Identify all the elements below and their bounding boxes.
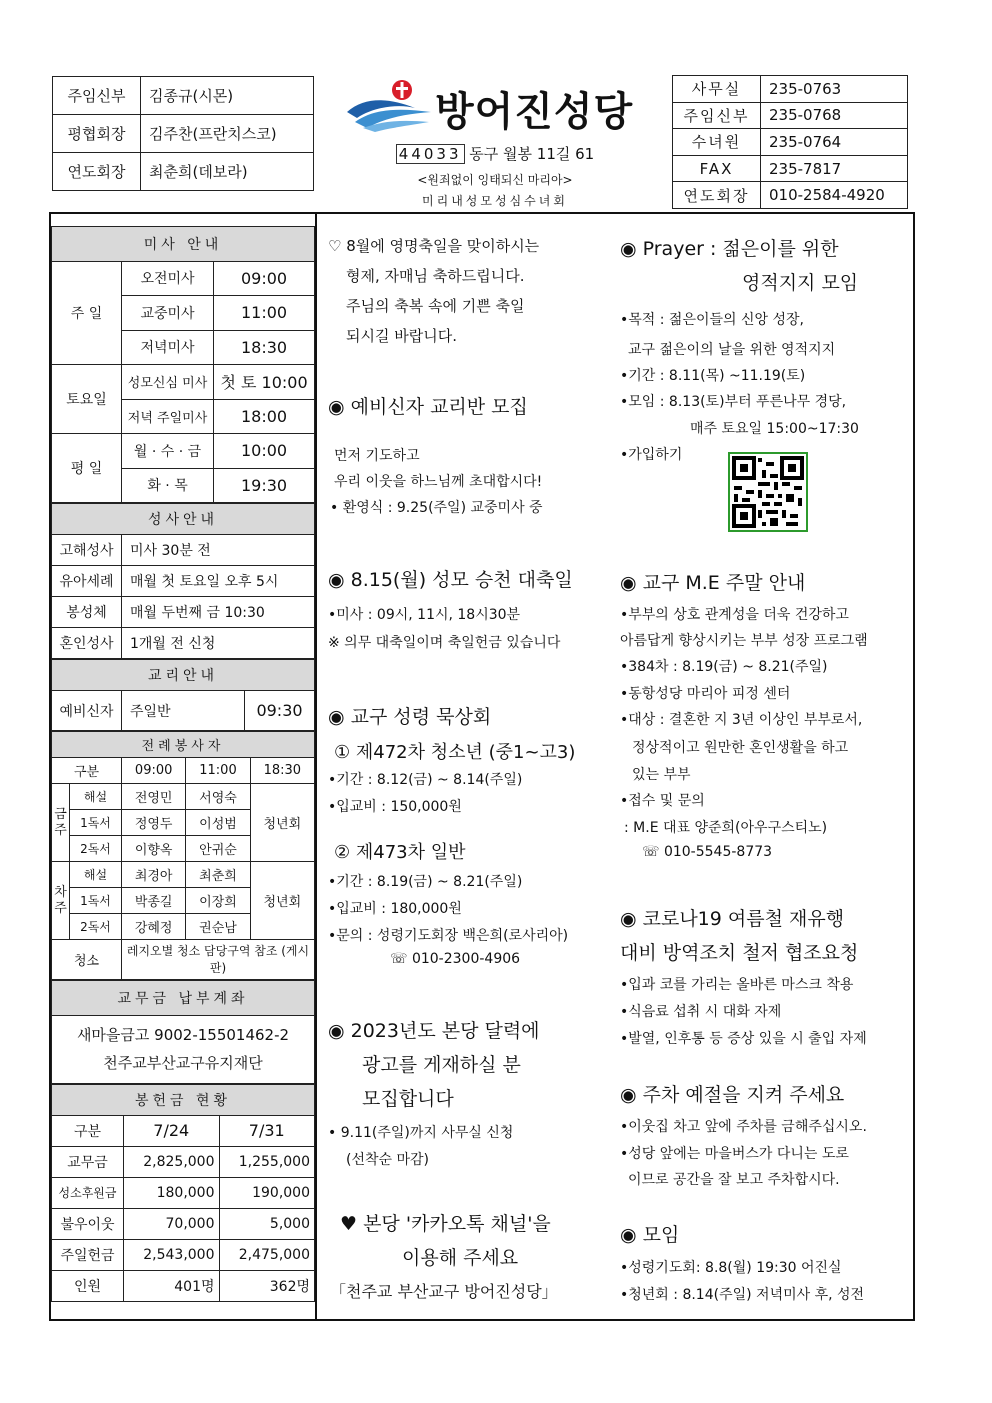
offering-header: 7/24 [124,1115,220,1146]
reader: 안귀순 [186,836,250,862]
parking-line: •이웃집 차고 앞에 주차를 금해주십시오. [620,1119,867,1135]
contact-value: 235-0764 [761,129,908,156]
kakao-title: 이용해 주세요 [402,1247,519,1269]
covid-line: •발열, 인후통 등 증상 있을 시 출입 자제 [620,1031,867,1047]
offering-header: 구분 [52,1115,124,1146]
reader: 최경아 [122,862,186,888]
liturgy-header: 11:00 [186,758,250,784]
sacrament-info: 1개월 전 신청 [122,628,315,659]
prayer-title: ◉ Prayer : 젊은이를 위한 [620,238,839,260]
sacrament-info: 매월 첫 토요일 오후 5시 [122,566,315,597]
me-line: 아름답게 향상시키는 부부 성장 프로그램 [620,633,868,649]
mass-name: 저녁미사 [122,330,214,365]
parking-title: ◉ 주차 예절을 지켜 주세요 [620,1084,845,1106]
covid-line: •식음료 섭취 시 대화 자제 [620,1004,782,1020]
retreat2-phone: ☏ 010-2300-4906 [390,951,521,967]
offering-value: 5,000 [219,1208,315,1239]
offering-value: 70,000 [124,1208,220,1239]
sacrament-table [51,503,315,659]
parking-line: •성당 앞에는 마을버스가 다니는 도로 [620,1146,849,1162]
contact-value: 235-7817 [761,155,908,182]
prayer-line: •목적 : 젊은이들의 신앙 성장, [620,312,804,328]
kakao-title: ♥ 본당 '카카오톡 채널'을 [340,1213,551,1235]
reader: 권순남 [186,914,250,940]
sacrament-name: 혼인성사 [52,628,122,659]
mass-time: 18:00 [214,399,315,434]
me-line: 있는 부부 [632,767,691,783]
offering-item: 교무금 [52,1146,124,1177]
qr-code[interactable] [728,452,808,532]
mass-table [51,226,315,503]
offering-value: 401명 [124,1270,220,1301]
info-key: 평협회장 [53,115,141,153]
evening-group: 청년회 [250,862,314,940]
sacrament-info: 매월 두번째 금 10:30 [122,597,315,628]
meeting-line: •성령기도회: 8.8(월) 19:30 어진실 [620,1260,842,1276]
sunday-label: 주 일 [52,261,122,365]
reader: 전영민 [122,784,186,810]
mass-time: 19:30 [214,468,315,503]
me-line: •부부의 상호 관계성을 더욱 건강하고 [620,607,849,623]
week1-label: 금주 [52,784,70,862]
mass-time: 10:00 [214,434,315,469]
sacrament-title: 성사안내 [52,504,315,535]
calendar-title: 광고를 게재하실 분 [362,1054,521,1076]
header-left-info [52,76,314,191]
qr-code-icon [730,454,806,530]
covid-title: 대비 방역조치 철저 협조요청 [620,942,859,964]
offering-value: 2,475,000 [219,1239,315,1270]
sacrament-name: 유아세례 [52,566,122,597]
offering-item: 주일헌금 [52,1239,124,1270]
prayer-line: 교구 젊은이의 날을 위한 영적지지 [628,342,836,358]
contact-key: FAX [673,155,761,182]
column-divider [315,212,317,1321]
evening-group: 청년회 [250,784,314,862]
retreat2-line: •기간 : 8.19(금) ~ 8.21(주일) [328,874,523,890]
mass-name: 화 · 목 [122,468,214,503]
church-logo [345,78,665,138]
header-right-info [672,75,908,209]
calendar-line: • 9.11(주일)까지 사무실 신청 [328,1125,514,1141]
contact-value: 235-0763 [761,76,908,103]
me-line: : M.E 대표 양준희(아우구스티노) [624,820,828,836]
offering-value: 362명 [219,1270,315,1301]
left-column [51,226,315,1302]
sacrament-name: 고해성사 [52,535,122,566]
covid-line: •입과 코를 가리는 올바른 마스크 착용 [620,977,854,993]
cleaning-info: 레지오별 청소 담당구역 참조 (게시판) [122,940,315,980]
liturgy-table [51,731,315,980]
me-title: ◉ 교구 M.E 주말 안내 [620,572,806,594]
address [340,143,650,164]
offering-item: 인원 [52,1270,124,1301]
mass-time: 첫 토 10:00 [214,365,315,400]
offering-value: 190,000 [219,1177,315,1208]
liturgy-header: 09:00 [122,758,186,784]
calendar-title: ◉ 2023년도 본당 달력에 [328,1020,540,1042]
account-number: 새마을금고 9002-15501462-2 [76,1025,290,1044]
mass-name: 오전미사 [122,261,214,296]
address-text: 동구 월봉 11길 61 [469,145,595,163]
retreat2-title: ② 제473차 일반 [334,842,466,863]
contact-value: 235-0768 [761,102,908,129]
account-title: 교무금 납부계좌 [52,981,315,1016]
me-line: •접수 및 문의 [620,793,705,809]
offering-header: 7/31 [219,1115,315,1146]
reader: 이장희 [186,888,250,914]
me-phone: ☏ 010-5545-8773 [642,844,773,860]
catechism-time: 09:30 [245,691,315,731]
parking-line: 이므로 공간을 잘 보고 주차합시다. [628,1172,840,1188]
contact-key: 수녀원 [673,129,761,156]
role: 1독서 [70,810,122,836]
catechism-name: 예비신자 [52,691,122,731]
weekday-label: 평 일 [52,434,122,503]
retreat-title: ◉ 교구 성령 묵상회 [328,706,492,728]
prayer-line: 매주 토요일 15:00~17:30 [690,421,859,437]
catechumen-title: ◉ 예비신자 교리반 모집 [328,396,528,418]
info-value: 김종규(시몬) [141,77,314,115]
offering-item: 성소후원금 [52,1177,124,1208]
assumption-title: ◉ 8.15(월) 성모 승천 대축일 [328,569,573,591]
assumption-line: ※ 의무 대축일이며 축일헌금 있습니다 [328,635,561,651]
covid-title: ◉ 코로나19 여름철 재유행 [620,908,845,930]
liturgy-header: 구분 [52,758,122,784]
role: 해설 [70,862,122,888]
prayer-line: •모임 : 8.13(토)부터 푸른나무 경당, [620,394,847,410]
mass-name: 성모신심 미사 [122,365,214,400]
me-line: •384차 : 8.19(금) ~ 8.21(주일) [620,659,828,675]
calendar-title: 모집합니다 [362,1088,454,1110]
me-line: •동항성당 마리아 피정 센터 [620,686,791,702]
catechism-class: 주일반 [122,691,245,731]
reader: 박종길 [122,888,186,914]
info-value: 김주찬(프란치스코) [141,115,314,153]
mass-time: 09:00 [214,261,315,296]
mass-name: 월 · 수 · 금 [122,434,214,469]
reader: 이향옥 [122,836,186,862]
sacrament-info: 미사 30분 전 [122,535,315,566]
calendar-line: (선착순 마감) [346,1152,429,1168]
reader: 최춘희 [186,862,250,888]
prayer-title: 영적지지 모임 [742,272,859,294]
liturgy-header: 18:30 [250,758,314,784]
account-info [52,1015,315,1083]
offering-value: 1,255,000 [219,1146,315,1177]
reader: 강혜정 [122,914,186,940]
reader: 이성범 [186,810,250,836]
birthday-line: 주님의 축복 속에 기쁜 축일 [346,297,525,315]
retreat2-line: •입교비 : 180,000원 [328,901,462,917]
mass-name: 교중미사 [122,296,214,331]
cleaning-label: 청소 [52,940,122,980]
me-line: 정상적이고 원만한 혼인생활을 하고 [632,740,849,756]
info-value: 최춘희(데보라) [141,153,314,191]
me-line: •대상 : 결혼한 지 3년 이상인 부부로서, [620,712,863,728]
retreat1-line: •기간 : 8.12(금) ~ 8.14(주일) [328,772,523,788]
offering-value: 180,000 [124,1177,220,1208]
catechumen-line: • 환영식 : 9.25(주일) 교중미사 중 [330,500,543,516]
prayer-join[interactable]: •가입하기 [620,447,683,463]
reader: 정영두 [122,810,186,836]
birthday-line: 되시길 바랍니다. [346,327,457,345]
offering-value: 2,543,000 [124,1239,220,1270]
account-table [51,980,315,1084]
info-key: 연도회장 [53,153,141,191]
offering-value: 2,825,000 [124,1146,220,1177]
church-name: 방어진성당 [435,89,634,135]
birthday-line: ♡ 8월에 영명축일을 맞이하시는 [328,237,540,255]
retreat2-line: •문의 : 성령기도회장 백은희(로사리아) [328,928,569,944]
mass-title: 미사 안내 [52,227,315,262]
mass-time: 18:30 [214,330,315,365]
nuns-name: 미리내성모성심수녀회 [422,194,568,208]
reader: 서영숙 [186,784,250,810]
account-holder: 천주교부산교구유지재단 [103,1054,263,1072]
role: 1독서 [70,888,122,914]
prayer-line: •기간 : 8.11(목) ~11.19(토) [620,368,806,384]
catechumen-line: 우리 이웃을 하느님께 초대합시다! [334,474,543,490]
meeting-line: •청년회 : 8.14(주일) 저녁미사 후, 성전 [620,1287,865,1303]
retreat1-line: •입교비 : 150,000원 [328,799,462,815]
week2-label: 차주 [52,862,70,940]
catechumen-line: 먼저 기도하고 [334,448,420,464]
catechism-table [51,659,315,731]
mass-name: 저녁 주일미사 [122,399,214,434]
mass-time: 11:00 [214,296,315,331]
assumption-line: •미사 : 09시, 11시, 18시30분 [328,607,521,623]
birthday-line: 형제, 자매님 축하드립니다. [346,267,525,285]
sacrament-name: 봉성체 [52,597,122,628]
role: 2독서 [70,836,122,862]
meeting-title: ◉ 모임 [620,1224,680,1246]
role: 해설 [70,784,122,810]
contact-value: 010-2584-4920 [761,182,908,209]
catechism-title: 교리안내 [52,660,315,691]
motto: <원죄없이 잉태되신 마리아> [417,173,573,187]
kakao-channel-name: 「천주교 부산교구 방어진성당」 [330,1282,558,1301]
logo-icon [345,78,435,134]
offering-title: 봉헌금 현황 [52,1084,315,1115]
offering-table [51,1084,315,1302]
role: 2독서 [70,914,122,940]
postal-code: 44033 [396,144,465,164]
offering-item: 불우이웃 [52,1208,124,1239]
retreat1-title: ① 제472차 청소년 (중1~고3) [334,742,576,763]
contact-key: 주임신부 [673,102,761,129]
info-key: 주임신부 [53,77,141,115]
contact-key: 연도회장 [673,182,761,209]
liturgy-title: 전례봉사자 [52,732,315,758]
contact-key: 사무실 [673,76,761,103]
saturday-label: 토요일 [52,365,122,434]
